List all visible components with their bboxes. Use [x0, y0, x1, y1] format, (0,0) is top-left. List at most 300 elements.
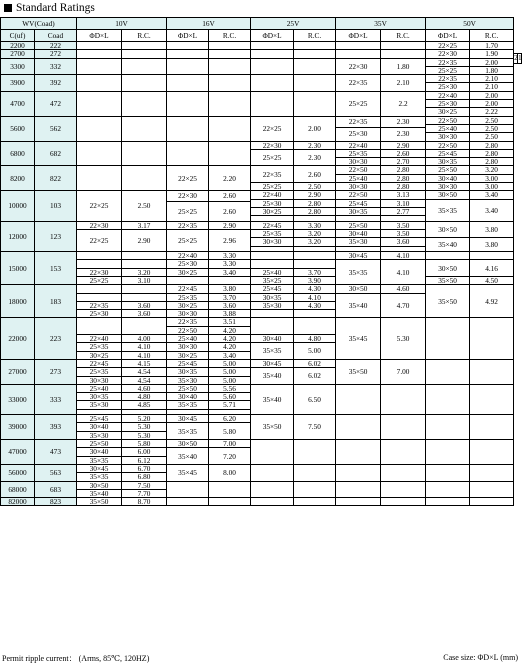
case-size-cell: 30×30 — [336, 158, 381, 166]
ripple-current-cell — [122, 285, 167, 293]
ripple-current-cell — [122, 91, 167, 116]
case-size-cell: 22×50 — [336, 166, 381, 174]
case-size-cell — [251, 481, 294, 498]
voltage-header-50v: 50V — [426, 18, 514, 30]
table-row — [1, 221, 522, 222]
ripple-current-cell: 3.40 — [470, 191, 514, 199]
ripple-current-cell — [209, 498, 251, 506]
case-size-cell — [426, 318, 470, 359]
ripple-current-cell — [381, 50, 426, 58]
case-size-cell: 22×35 — [77, 301, 122, 309]
table-row — [1, 75, 522, 76]
case-size-cell: 35×50 — [336, 359, 381, 384]
case-size-cell — [336, 384, 381, 414]
case-size-cell — [251, 260, 294, 268]
capacitance-cell: 39000 — [1, 415, 35, 440]
ripple-current-cell: 2.10 — [381, 75, 426, 92]
ripple-current-cell: 4.70 — [381, 293, 426, 318]
case-size-cell: 22×45 — [251, 221, 294, 229]
case-size-cell: 30×50 — [336, 285, 381, 293]
ripple-current-cell — [294, 260, 336, 268]
ripple-current-cell: 6.20 — [209, 415, 251, 423]
case-size-cell: 35×40 — [251, 368, 294, 385]
case-size-cell: 25×40 — [426, 124, 470, 132]
case-size-cell — [167, 276, 209, 284]
case-size-cell — [167, 58, 209, 75]
ripple-current-cell — [122, 58, 167, 75]
table-row — [1, 285, 522, 286]
ripple-current-cell — [470, 252, 514, 260]
table-row — [1, 91, 522, 92]
ripple-current-cell: 3.40 — [470, 199, 514, 221]
capacitance-cell: 4700 — [1, 91, 35, 116]
case-size-cell — [77, 141, 122, 166]
coad-cell: 822 — [35, 166, 77, 191]
ripple-current-cell: 3.10 — [122, 276, 167, 284]
ripple-current-cell: 3.40 — [209, 351, 251, 359]
ripple-current-cell: 2.2 — [381, 91, 426, 116]
case-size-cell: 35×40 — [77, 489, 122, 497]
table-row — [1, 191, 522, 192]
case-size-cell — [251, 75, 294, 92]
capacitance-cell: 33000 — [1, 384, 35, 414]
ripple-current-cell: 5.00 — [209, 376, 251, 384]
ripple-current-cell — [470, 464, 514, 481]
ripple-current-cell: 2.10 — [470, 83, 514, 91]
ripple-current-cell — [294, 50, 336, 58]
ripple-current-cell: 2.90 — [122, 230, 167, 252]
case-size-cell — [336, 464, 381, 481]
voltage-header-25v: 25V — [251, 18, 336, 30]
rc-sub-header: R.C. — [294, 30, 336, 42]
square-bullet-icon — [4, 4, 12, 12]
ripple-current-cell — [294, 310, 336, 318]
coad-cell: 563 — [35, 464, 77, 481]
ripple-current-cell: 3.60 — [381, 238, 426, 246]
table-row — [1, 440, 522, 441]
case-size-cell — [167, 498, 209, 506]
coad-cell: 682 — [35, 141, 77, 166]
table-row — [1, 464, 522, 465]
ripple-current-cell: 3.20 — [470, 166, 514, 174]
capacitance-cell: 3300 — [1, 58, 35, 75]
case-size-cell — [77, 50, 122, 58]
case-size-cell — [251, 91, 294, 116]
capacitance-cell: 2200 — [1, 42, 35, 50]
ripple-current-cell — [381, 498, 426, 506]
ripple-current-cell — [470, 384, 514, 414]
ripple-current-cell: 4.10 — [381, 252, 426, 260]
ripple-current-cell — [209, 91, 251, 116]
capacitance-cell: 10000 — [1, 191, 35, 221]
case-size-cell: 30×30 — [167, 310, 209, 318]
case-size-cell: 22×35 — [336, 75, 381, 92]
case-size-cell — [167, 116, 209, 141]
voltage-header-10v: 10V — [77, 18, 167, 30]
ripple-current-cell — [294, 481, 336, 498]
case-size-cell: 25×35 — [77, 368, 122, 376]
case-size-cell — [251, 50, 294, 58]
ripple-current-cell: 3.80 — [470, 221, 514, 238]
capacitance-cell: 82000 — [1, 498, 35, 506]
coad-cell: 823 — [35, 498, 77, 506]
case-size-cell: 25×25 — [167, 201, 209, 221]
case-size-cell: 30×25 — [167, 301, 209, 309]
capacitance-cell: 8200 — [1, 166, 35, 191]
ripple-current-cell: 2.60 — [294, 166, 336, 183]
section-title — [4, 1, 95, 15]
ripple-current-cell: 3.60 — [122, 310, 167, 318]
case-size-cell: 25×25 — [251, 149, 294, 166]
case-size-cell — [336, 50, 381, 58]
case-size-cell: 30×35 — [251, 293, 294, 301]
case-size-cell: 25×30 — [77, 310, 122, 318]
table-row — [1, 166, 522, 167]
table-row — [1, 498, 522, 499]
ripple-current-cell: 3.70 — [209, 293, 251, 301]
ripple-current-cell: 5.30 — [122, 431, 167, 439]
case-size-cell: 30×30 — [426, 183, 470, 191]
case-size-cell: 25×45 — [426, 149, 470, 157]
case-size-cell: 22×25 — [167, 166, 209, 191]
capacitance-cell: 47000 — [1, 440, 35, 465]
ripple-current-cell — [122, 116, 167, 141]
case-size-cell: 30×40 — [251, 335, 294, 343]
voltage-header-row — [1, 18, 522, 30]
case-size-cell: 30×40 — [426, 174, 470, 182]
ripple-current-cell — [122, 50, 167, 58]
case-size-cell — [251, 464, 294, 481]
case-size-cell: 22×40 — [77, 335, 122, 343]
ripple-current-cell: 7.50 — [122, 481, 167, 489]
case-size-cell — [251, 252, 294, 260]
case-size-cell — [77, 166, 122, 191]
case-size-cell: 30×40 — [77, 423, 122, 431]
case-size-cell: 22×25 — [77, 191, 122, 221]
voltage-header-35v: 35V — [336, 18, 426, 30]
case-size-cell — [77, 318, 122, 335]
table-row — [1, 318, 522, 319]
case-size-cell: 35×50 — [251, 415, 294, 440]
ripple-current-cell — [470, 318, 514, 359]
case-size-cell — [77, 58, 122, 75]
case-size-cell: 25×30 — [426, 100, 470, 108]
case-size-cell — [251, 440, 294, 465]
ripple-current-cell: 6.70 — [122, 464, 167, 472]
case-size-cell: 22×30 — [426, 50, 470, 58]
ripple-current-cell — [122, 75, 167, 92]
ripple-current-cell: 5.71 — [209, 401, 251, 409]
case-size-cell — [426, 415, 470, 440]
case-size-cell — [167, 42, 209, 50]
case-size-cell — [251, 58, 294, 75]
ripple-current-cell — [294, 91, 336, 116]
ripple-current-cell: 3.30 — [209, 252, 251, 260]
rc-sub-header: R.C. — [381, 30, 426, 42]
case-size-cell: 30×35 — [167, 368, 209, 376]
ripple-current-cell: 2.77 — [381, 207, 426, 215]
size-sub-header: ΦD×L — [336, 30, 381, 42]
size-sub-header: ΦD×L — [426, 30, 470, 42]
case-size-cell — [426, 359, 470, 384]
ripple-current-cell — [470, 415, 514, 440]
case-size-cell — [426, 498, 470, 506]
ripple-current-cell — [470, 481, 514, 498]
ripple-current-cell: 4.50 — [470, 276, 514, 284]
ripple-current-cell: 4.54 — [122, 376, 167, 384]
case-size-cell: 30×30 — [426, 133, 470, 141]
case-size-cell: 22×45 — [167, 285, 209, 293]
case-size-cell: 30×45 — [77, 464, 122, 472]
ripple-current-cell: 5.80 — [122, 440, 167, 448]
case-size-cell — [251, 498, 294, 506]
case-size-cell — [77, 252, 122, 260]
ripple-current-cell: 2.80 — [294, 199, 336, 207]
case-size-cell: 30×35 — [336, 207, 381, 215]
coad-header: Coad — [35, 30, 77, 42]
case-size-cell: 25×25 — [167, 230, 209, 252]
coad-cell: 183 — [35, 285, 77, 318]
ripple-current-cell: 6.50 — [294, 384, 336, 414]
case-size-cell: 30×25 — [167, 351, 209, 359]
case-size-cell: 35×30 — [167, 376, 209, 384]
capacitance-cell: 15000 — [1, 252, 35, 285]
ripple-current-cell — [294, 58, 336, 75]
case-size-cell: 25×40 — [251, 268, 294, 276]
table-row — [1, 359, 522, 360]
case-size-cell — [426, 384, 470, 414]
case-size-cell: 22×30 — [336, 58, 381, 75]
ripple-current-cell — [209, 42, 251, 50]
case-size-cell — [336, 498, 381, 506]
ripple-current-cell: 8.70 — [122, 498, 167, 506]
case-size-cell: 30×25 — [167, 268, 209, 276]
case-size-cell: 22×45 — [77, 359, 122, 367]
ripple-current-cell: 2.80 — [470, 149, 514, 157]
ripple-current-cell: 4.10 — [122, 343, 167, 351]
voltage-header-16v: 16V — [167, 18, 251, 30]
ripple-current-cell: 5.30 — [122, 423, 167, 431]
ripple-current-cell: 2.30 — [381, 116, 426, 127]
table-row — [1, 58, 522, 59]
ripple-current-cell: 7.00 — [381, 359, 426, 384]
case-size-cell: 25×50 — [426, 166, 470, 174]
ripple-current-cell — [381, 481, 426, 498]
case-size-cell: 25×30 — [167, 260, 209, 268]
ripple-current-cell: 2.00 — [470, 58, 514, 66]
size-sub-header: ΦD×L — [167, 30, 209, 42]
ripple-current-cell: 7.70 — [122, 489, 167, 497]
coad-cell: 153 — [35, 252, 77, 285]
case-size-cell: 30×35 — [426, 158, 470, 166]
ripple-current-cell: 7.20 — [209, 448, 251, 465]
capacitance-cell: 6800 — [1, 141, 35, 166]
ripple-current-cell — [470, 440, 514, 465]
ripple-current-cell: 4.10 — [294, 293, 336, 301]
case-size-cell: 22×25 — [77, 230, 122, 252]
case-size-cell: 2 — [514, 53, 518, 63]
case-size-cell — [77, 285, 122, 293]
case-size-cell: 25×40 — [167, 335, 209, 343]
case-size-cell: 35×30 — [336, 238, 381, 246]
case-size-cell — [426, 464, 470, 481]
case-size-cell: 35×45 — [167, 464, 209, 481]
ripple-current-cell — [381, 42, 426, 50]
table-row — [1, 260, 522, 261]
coad-cell: 472 — [35, 91, 77, 116]
ripple-current-cell: 4.30 — [294, 285, 336, 293]
case-size-cell: 35×50 — [77, 498, 122, 506]
ripple-current-cell: 1.80 — [470, 66, 514, 74]
case-size-cell — [426, 481, 470, 498]
ripple-current-cell: 2.70 — [381, 158, 426, 166]
ripple-current-cell: 2.60 — [209, 191, 251, 201]
case-size-cell: 30×30 — [336, 183, 381, 191]
footnote-case-size: Case size: ΦD×L (mm) — [443, 653, 518, 662]
ripple-current-cell: 4.85 — [122, 401, 167, 409]
case-size-cell — [77, 75, 122, 92]
ripple-current-cell: 2.80 — [381, 174, 426, 182]
coad-cell: 393 — [35, 415, 77, 440]
ripple-current-cell: 3.60 — [122, 301, 167, 309]
case-size-cell: 30×45 — [336, 252, 381, 260]
ripple-current-cell — [122, 141, 167, 166]
case-size-cell: 25×50 — [77, 440, 122, 448]
ripple-current-cell: 3.00 — [470, 174, 514, 182]
size-sub-header: ΦD×L — [251, 30, 294, 42]
ripple-current-cell: 3.70 — [294, 268, 336, 276]
ripple-current-cell: 2.80 — [381, 166, 426, 174]
capacitance-cell: 5600 — [1, 116, 35, 141]
case-size-cell: 35×40 — [426, 238, 470, 252]
ripple-current-cell: 3.80 — [470, 238, 514, 252]
standard-ratings-table — [0, 17, 522, 506]
ripple-current-cell: 1.90 — [470, 50, 514, 58]
case-size-cell — [251, 42, 294, 50]
ripple-current-cell: 4.00 — [122, 335, 167, 343]
ripple-current-cell: 1 — [518, 53, 522, 63]
case-size-cell — [426, 252, 470, 260]
ripple-current-cell: 4.10 — [381, 260, 426, 285]
case-size-cell: 30×50 — [77, 481, 122, 489]
ripple-current-cell — [294, 498, 336, 506]
ripple-current-cell: 2.90 — [294, 191, 336, 199]
rc-sub-header: R.C. — [122, 30, 167, 42]
coad-cell: 272 — [35, 50, 77, 58]
ripple-current-cell — [209, 141, 251, 166]
coad-cell: 473 — [35, 440, 77, 465]
ripple-current-cell: 2.60 — [381, 149, 426, 157]
case-size-cell — [336, 415, 381, 440]
case-size-cell: 35×35 — [167, 401, 209, 409]
case-size-cell: 25×40 — [336, 174, 381, 182]
case-size-cell: 30×25 — [426, 108, 470, 116]
case-size-cell: 35×35 — [167, 423, 209, 440]
ripple-current-cell: 4.30 — [294, 301, 336, 309]
case-size-cell: 30×40 — [167, 393, 209, 401]
ripple-current-cell — [122, 42, 167, 50]
ripple-current-cell: 3.90 — [294, 276, 336, 284]
case-size-cell: 30×50 — [167, 440, 209, 448]
ripple-current-cell: 3.13 — [381, 191, 426, 199]
case-size-cell — [426, 440, 470, 465]
ripple-current-cell: 2.80 — [381, 183, 426, 191]
table-row — [1, 384, 522, 385]
ripple-current-cell: 4.20 — [209, 335, 251, 343]
capacitance-cell: 18000 — [1, 285, 35, 318]
ripple-current-cell — [122, 318, 167, 335]
capacitance-cell: 68000 — [1, 481, 35, 498]
case-size-cell: 35×35 — [77, 473, 122, 481]
ripple-current-cell: 3.60 — [209, 301, 251, 309]
ripple-current-cell: 5.20 — [122, 415, 167, 423]
ripple-current-cell: 3.20 — [294, 230, 336, 238]
ripple-current-cell: 2.50 — [294, 183, 336, 191]
ripple-current-cell: 3.30 — [294, 221, 336, 229]
case-size-cell: 35×30 — [77, 401, 122, 409]
case-size-cell: 35×35 — [251, 343, 294, 360]
ripple-current-cell: 4.15 — [122, 359, 167, 367]
ripple-current-cell — [294, 42, 336, 50]
table-row — [1, 50, 522, 51]
ripple-current-cell — [381, 464, 426, 481]
ripple-current-cell — [209, 276, 251, 284]
case-size-cell: 25×25 — [336, 91, 381, 116]
ripple-current-cell: 3.20 — [122, 268, 167, 276]
table-row — [1, 141, 522, 142]
case-size-cell: 25×45 — [77, 415, 122, 423]
case-size-cell — [251, 318, 294, 335]
ripple-current-cell: 3.40 — [209, 268, 251, 276]
ripple-current-cell: 2.20 — [209, 166, 251, 191]
capacitance-cell: 3900 — [1, 75, 35, 92]
ripple-current-cell: 4.80 — [122, 393, 167, 401]
ripple-current-cell — [470, 359, 514, 384]
ripple-current-cell: 2.96 — [209, 230, 251, 252]
case-size-cell — [77, 293, 122, 301]
case-size-cell: 30×30 — [167, 343, 209, 351]
case-size-cell: 35×35 — [77, 456, 122, 464]
ripple-current-cell: 2.50 — [470, 116, 514, 124]
case-size-cell: 25×25 — [77, 276, 122, 284]
case-size-cell: 30×45 — [167, 415, 209, 423]
case-size-cell: 35×30 — [77, 431, 122, 439]
case-size-cell: 22×35 — [167, 221, 209, 229]
ripple-current-cell — [209, 58, 251, 75]
case-size-cell: 30×30 — [77, 376, 122, 384]
case-size-cell: 22×30 — [77, 221, 122, 229]
case-size-cell: 22×40 — [167, 252, 209, 260]
case-size-cell: 30×50 — [426, 191, 470, 199]
case-size-cell: 30×50 — [426, 260, 470, 277]
ripple-current-cell: 2.10 — [470, 75, 514, 83]
case-size-cell: 25×40 — [77, 384, 122, 392]
case-size-cell: 25×35 — [336, 149, 381, 157]
case-size-cell: 30×45 — [251, 359, 294, 367]
size-sub-header: ΦD×L — [77, 30, 122, 42]
ripple-current-cell: 2.00 — [294, 116, 336, 141]
ripple-current-cell: 4.16 — [470, 260, 514, 277]
case-size-cell — [167, 75, 209, 92]
case-size-cell — [167, 481, 209, 498]
sub-header-row — [1, 30, 522, 42]
ripple-current-cell: 1.80 — [381, 58, 426, 75]
ripple-current-cell — [294, 464, 336, 481]
ripple-current-cell: 2.30 — [294, 141, 336, 149]
ripple-current-cell — [381, 440, 426, 465]
table-row — [1, 42, 522, 43]
ripple-current-cell: 6.00 — [122, 448, 167, 456]
